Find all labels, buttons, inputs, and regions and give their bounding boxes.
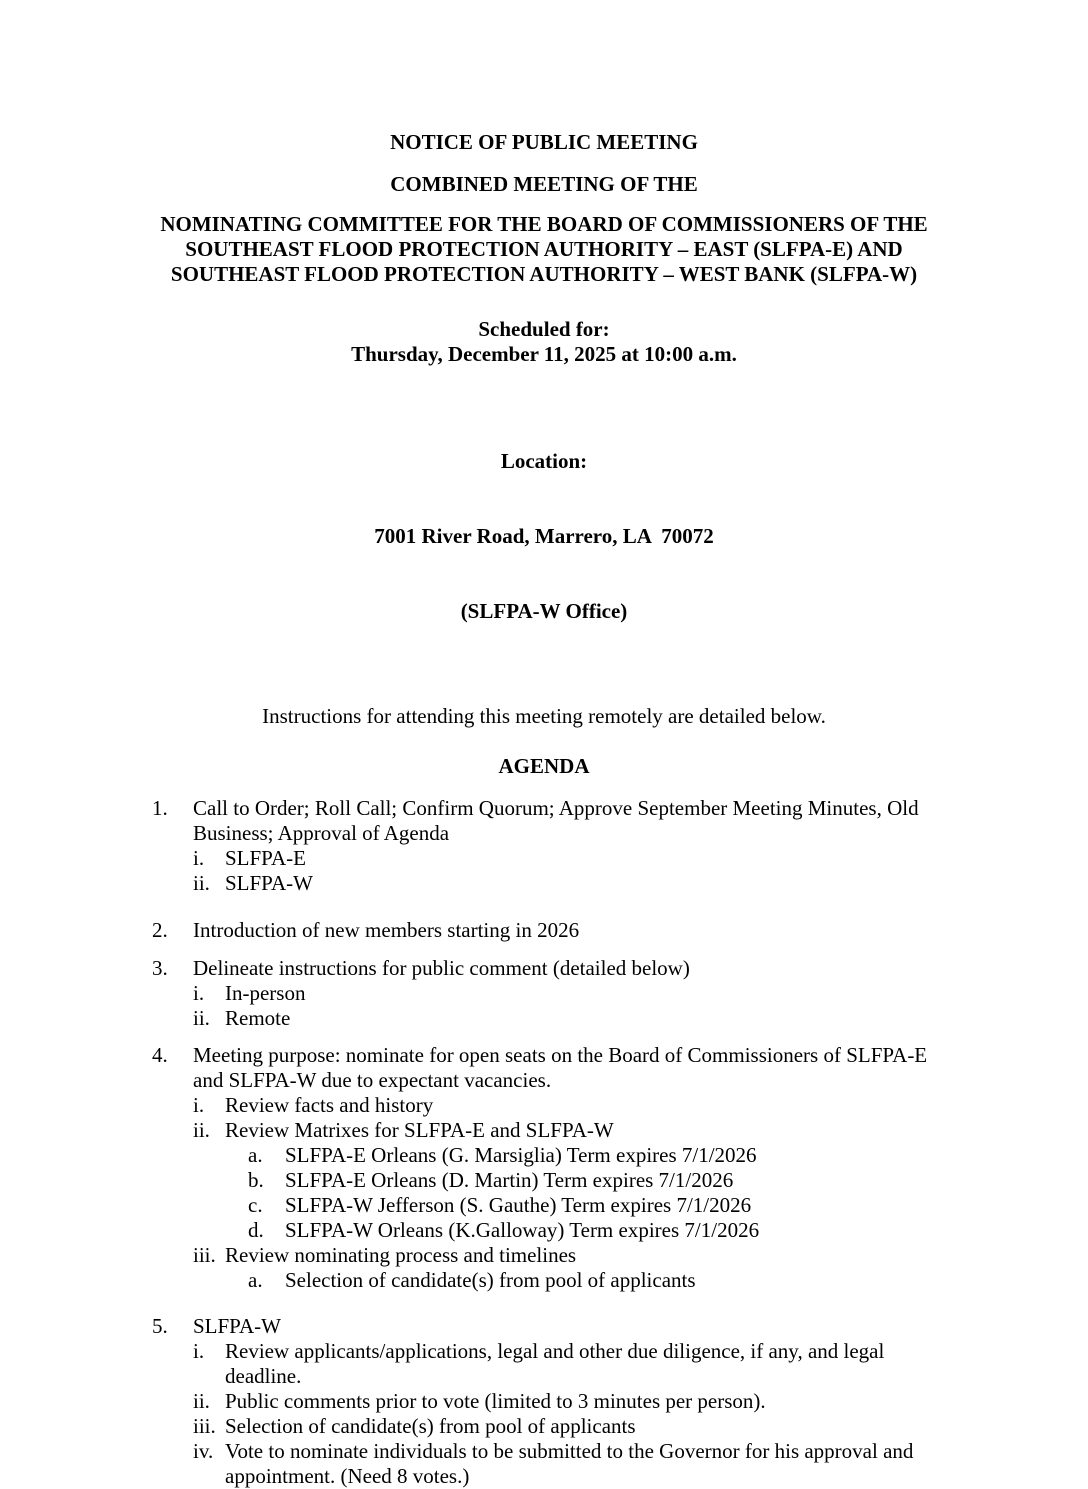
agenda-item-text: Vote to nominate individuals to be submitted to the Governor for his approval and appointment. (Need 8 votes.) (225, 1439, 914, 1488)
agenda-top-level-item (130, 796, 958, 896)
committee-title-line-2: SOUTHEAST FLOOD PROTECTION AUTHORITY – EAST (SLFPA-E) AND (185, 237, 903, 261)
schedule-block (130, 317, 958, 367)
agenda-item (130, 1243, 958, 1268)
agenda-item-marker: 2. (152, 918, 168, 942)
agenda-item (130, 1268, 958, 1293)
agenda-item-marker: a. (248, 1268, 263, 1292)
agenda-item (130, 1439, 958, 1489)
agenda-item-text: Selection of candidate(s) from pool of applicants (225, 1414, 636, 1438)
agenda-item-marker: iv. (193, 1439, 214, 1463)
agenda-item-text: SLFPA-W (193, 1314, 281, 1338)
agenda-item (130, 1143, 958, 1168)
agenda-item-marker: ii. (193, 1389, 210, 1413)
agenda-item-text: Remote (225, 1006, 291, 1030)
agenda-item-marker: a. (248, 1143, 263, 1167)
agenda-item (130, 1218, 958, 1243)
agenda-item (130, 981, 958, 1006)
agenda-item-marker: iii. (193, 1243, 216, 1267)
agenda-item-marker: ii. (193, 1118, 210, 1142)
agenda-item-marker: ii. (193, 871, 210, 895)
agenda-item (130, 1389, 958, 1414)
agenda-heading: AGENDA (498, 754, 590, 778)
schedule-label: Scheduled for: (478, 317, 610, 341)
agenda-item-text: SLFPA-E Orleans (D. Martin) Term expires 7/1/2026 (285, 1168, 734, 1192)
agenda-item-text: Meeting purpose: nominate for open seats on the Board of Commissioners of SLFPA-E and SLFPA-W due to expectant vacancies. (193, 1043, 928, 1092)
agenda-top-level-item (130, 1043, 958, 1293)
agenda-item (130, 796, 958, 846)
agenda-item-text: In-person (225, 981, 306, 1005)
agenda-top-level-item (130, 918, 958, 943)
agenda-item-text: SLFPA-W Jefferson (S. Gauthe) Term expires 7/1/2026 (285, 1193, 752, 1217)
agenda-item-marker: d. (248, 1218, 264, 1242)
agenda-item-text: Review nominating process and timelines (225, 1243, 577, 1267)
agenda-item-text: Delineate instructions for public comment (detailed below) (193, 956, 690, 980)
agenda-item (130, 871, 958, 896)
agenda-top-level-item (130, 1314, 958, 1489)
agenda-item-marker: 3. (152, 956, 168, 980)
agenda-item (130, 1043, 958, 1093)
schedule-datetime: Thursday, December 11, 2025 at 10:00 a.m. (351, 342, 737, 366)
agenda-item-text: Review facts and history (225, 1093, 434, 1117)
agenda-item (130, 1006, 958, 1031)
location-address: 7001 River Road, Marrero, LA 70072 (374, 524, 714, 548)
agenda-item-text: Review Matrixes for SLFPA-E and SLFPA-W (225, 1118, 614, 1142)
agenda-item (130, 1118, 958, 1143)
agenda-item-marker: b. (248, 1168, 264, 1192)
agenda-item (130, 918, 958, 943)
agenda-top-level-item (130, 956, 958, 1031)
agenda-item (130, 1339, 958, 1389)
agenda-item-text: SLFPA-E (225, 846, 306, 870)
agenda-item-text: Public comments prior to vote (limited to 3 minutes per person). (225, 1389, 766, 1413)
agenda-item-text: SLFPA-W (225, 871, 313, 895)
agenda-item-marker: iii. (193, 1414, 216, 1438)
agenda-item-marker: i. (193, 846, 205, 870)
agenda-item-marker: 1. (152, 796, 168, 820)
remote-attendance-note: Instructions for attending this meeting remotely are detailed below. (262, 704, 826, 728)
agenda-item-text: Call to Order; Roll Call; Confirm Quorum; Approve September Meeting Minutes, Old Business; Approval of Agenda (193, 796, 919, 845)
agenda-item (130, 1414, 958, 1439)
committee-title-line-3: SOUTHEAST FLOOD PROTECTION AUTHORITY – WEST BANK (SLFPA-W) (170, 262, 918, 286)
agenda-item-marker: 5. (152, 1314, 168, 1338)
agenda-item (130, 1193, 958, 1218)
agenda-item-marker: i. (193, 1339, 205, 1363)
committee-title-line-1: NOMINATING COMMITTEE FOR THE BOARD OF COMMISSIONERS OF THE (160, 212, 928, 236)
agenda-item (130, 1314, 958, 1339)
agenda-item-marker: i. (193, 981, 205, 1005)
location-venue: (SLFPA-W Office) (460, 599, 628, 623)
agenda-item (130, 1168, 958, 1193)
agenda-item-text: SLFPA-W Orleans (K.Galloway) Term expires 7/1/2026 (285, 1218, 760, 1242)
agenda-item-marker: i. (193, 1093, 205, 1117)
agenda-item-marker: ii. (193, 1006, 210, 1030)
agenda-item-text: SLFPA-E Orleans (G. Marsiglia) Term expires 7/1/2026 (285, 1143, 757, 1167)
agenda-item-text: Selection of candidate(s) from pool of applicants (285, 1268, 696, 1292)
combined-meeting-line: COMBINED MEETING OF THE (390, 172, 698, 196)
agenda-item-text: Review applicants/applications, legal and other due diligence, if any, and legal deadline. (225, 1339, 885, 1388)
agenda-item-text: Introduction of new members starting in 2026 (193, 918, 580, 942)
agenda-item-marker: c. (248, 1193, 263, 1217)
committee-title (130, 212, 958, 287)
location-block (130, 399, 958, 674)
notice-title: NOTICE OF PUBLIC MEETING (390, 130, 698, 154)
agenda-item (130, 1093, 958, 1118)
location-label: Location: (500, 449, 588, 473)
agenda-list (130, 796, 958, 1489)
agenda-item-marker: 4. (152, 1043, 168, 1067)
agenda-item (130, 846, 958, 871)
agenda-item (130, 956, 958, 981)
